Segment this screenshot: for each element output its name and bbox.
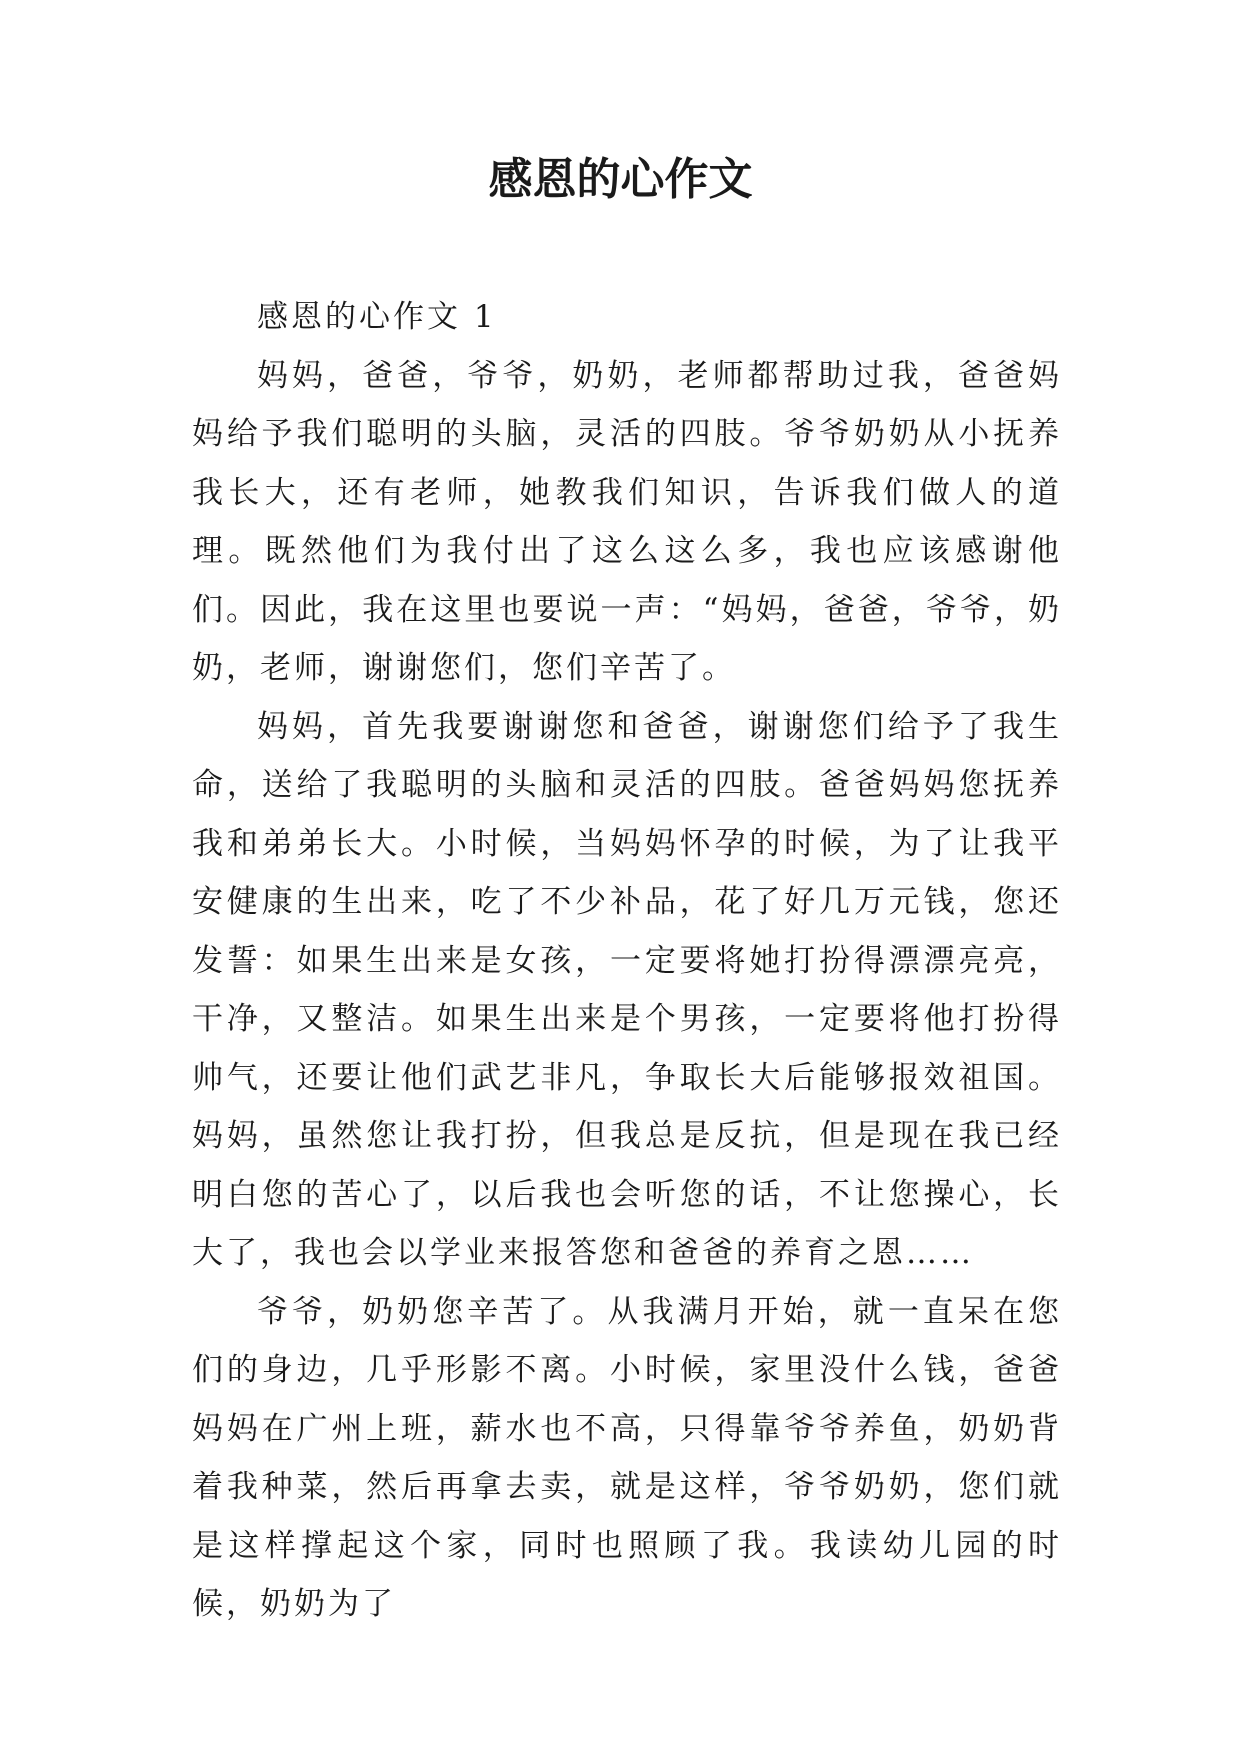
document-title: 感恩的心作文 — [488, 154, 753, 205]
section-heading: 感恩的心作文 1 — [257, 299, 497, 335]
paragraph-1: 妈妈，爸爸，爷爷，奶奶，老师都帮助过我，爸爸妈妈给予我们聪明的头脑，灵活的四肢。爷爷奶奶从小抚养我长大，还有老师，她教我们知识，告诉我们做人的道理。既然他们为我付出了这么这么多，我也应该感谢他们。因此，我在这里也要说一声：“妈妈，爸爸，爷爷，奶奶，老师，谢谢您们，您们辛苦了。 — [192, 357, 1062, 686]
paragraph-3: 爷爷，奶奶您辛苦了。从我满月开始，就一直呆在您们的身边，几乎形影不离。小时候，家里没什么钱，爸爸妈妈在广州上班，薪水也不高，只得靠爷爷养鱼，奶奶背着我种菜，然后再拿去卖，就是这样，爷爷奶奶，您们就是这样撑起这个家，同时也照顾了我。我读幼儿园的时候，奶奶为了 — [192, 1293, 1062, 1622]
document-body — [192, 288, 1062, 1634]
paragraph-2: 妈妈，首先我要谢谢您和爸爸，谢谢您们给予了我生命，送给了我聪明的头脑和灵活的四肢。爸爸妈妈您抚养我和弟弟长大。小时候，当妈妈怀孕的时候，为了让我平安健康的生出来，吃了不少补品，花了好几万元钱，您还发誓：如果生出来是女孩，一定要将她打扮得漂漂亮亮，干净，又整洁。如果生出来是个男孩，一定要将他打扮得帅气，还要让他们武艺非凡，争取长大后能够报效祖国。妈妈，虽然您让我打扮，但我总是反抗，但是现在我已经明白您的苦心了，以后我也会听您的话，不让您操心，长大了，我也会以学业来报答您和爸爸的养育之恩…… — [192, 708, 1062, 1271]
